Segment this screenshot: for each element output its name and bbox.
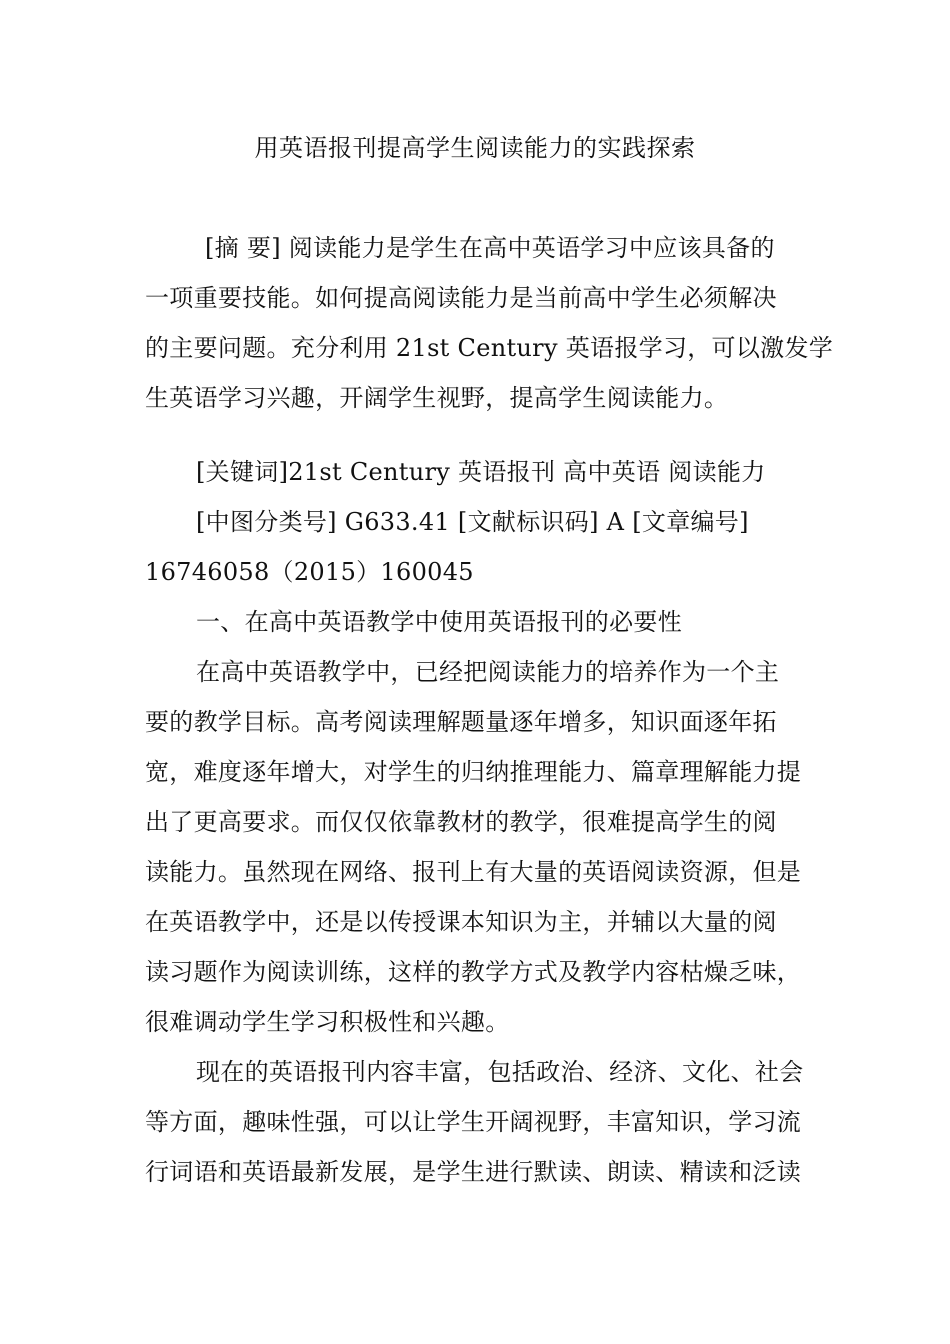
section-heading: 一、在高中英语教学中使用英语报刊的必要性 xyxy=(196,608,682,636)
paragraph-line: 读习题作为阅读训练，这样的教学方式及教学内容枯燥乏味， xyxy=(145,958,802,986)
paragraph-line: 在高中英语教学中，已经把阅读能力的培养作为一个主 xyxy=(196,658,780,686)
paragraph-line: 行词语和英语最新发展，是学生进行默读、朗读、精读和泛读 xyxy=(145,1158,802,1186)
paragraph-line: 现在的英语报刊内容丰富，包括政治、经济、文化、社会 xyxy=(196,1058,804,1086)
abstract-line: [摘 要] 阅读能力是学生在高中英语学习中应该具备的 xyxy=(205,234,775,262)
paragraph-line: 读能力。虽然现在网络、报刊上有大量的英语阅读资源，但是 xyxy=(145,858,802,886)
paragraph-line: 等方面，趣味性强，可以让学生开阔视野，丰富知识，学习流 xyxy=(145,1108,802,1136)
classification-line: [中图分类号] G633.41 [文献标识码] A [文章编号] xyxy=(196,508,749,536)
abstract-line: 一项重要技能。如何提高阅读能力是当前高中学生必须解决 xyxy=(145,284,777,312)
paragraph-line: 宽，难度逐年增大，对学生的归纳推理能力、篇章理解能力提 xyxy=(145,758,802,786)
abstract-line: 的主要问题。充分利用 21st Century 英语报学习，可以激发学 xyxy=(145,334,834,362)
paragraph-line: 要的教学目标。高考阅读理解题量逐年增多，知识面逐年拓 xyxy=(145,708,777,736)
paragraph-line: 在英语教学中，还是以传授课本知识为主，并辅以大量的阅 xyxy=(145,908,777,936)
document-title: 用英语报刊提高学生阅读能力的实践探索 xyxy=(254,134,696,162)
keywords-line: [关键词]21st Century 英语报刊 高中英语 阅读能力 xyxy=(196,458,766,486)
paragraph-line: 出了更高要求。而仅仅依靠教材的教学，很难提高学生的阅 xyxy=(145,808,777,836)
abstract-line: 生英语学习兴趣，开阔学生视野，提高学生阅读能力。 xyxy=(145,384,729,412)
article-number-line: 16746058（2015）160045 xyxy=(145,558,474,586)
paragraph-line: 很难调动学生学习积极性和兴趣。 xyxy=(145,1008,510,1036)
